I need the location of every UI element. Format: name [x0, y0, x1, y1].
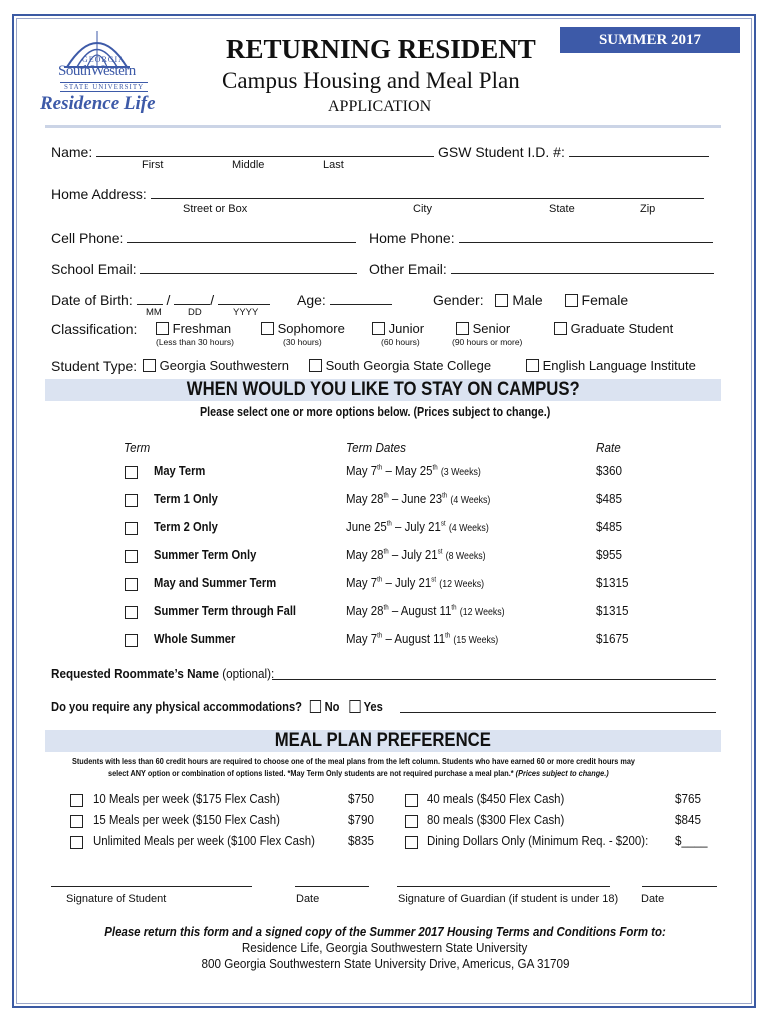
- home-phone-label: Home Phone:: [369, 230, 455, 246]
- gender-row: [433, 292, 628, 308]
- accommodations-no-checkbox[interactable]: [310, 700, 321, 713]
- home-address-label: Home Address:: [51, 186, 147, 202]
- col-term-header: Term: [124, 440, 151, 455]
- meal-checkbox[interactable]: [70, 836, 83, 849]
- sophomore-note: (30 hours): [283, 337, 322, 347]
- other-email-input[interactable]: [451, 261, 714, 274]
- meal-checkbox[interactable]: [70, 794, 83, 807]
- eli-checkbox[interactable]: [526, 359, 539, 372]
- classification-senior: [456, 321, 510, 336]
- sgsc-checkbox[interactable]: [309, 359, 322, 372]
- roommate-row: [51, 666, 299, 681]
- gender-male-checkbox[interactable]: [495, 294, 508, 307]
- meal-note-line2: select ANY option or combination of options listed. *May Term Only students are not required purchase a meal plan.* (Prices subject to change.): [108, 768, 609, 778]
- term-name: May Term: [154, 463, 206, 478]
- term-checkbox[interactable]: [125, 494, 138, 507]
- accommodations-yes-label: Yes: [363, 699, 383, 714]
- col-dates-header: Term Dates: [346, 440, 407, 455]
- student-type-label: Student Type:: [51, 358, 138, 374]
- dob-month-input[interactable]: [137, 292, 163, 305]
- accommodations-no-label: No: [324, 699, 340, 714]
- classification-sophomore: [261, 321, 345, 336]
- guardian-signature-label: Signature of Guardian (if student is under 18): [398, 893, 619, 905]
- senior-label: Senior: [472, 321, 511, 336]
- junior-checkbox[interactable]: [372, 322, 385, 335]
- accommodations-row: [51, 699, 437, 714]
- student-id-input[interactable]: [569, 144, 709, 157]
- graduate-checkbox[interactable]: [554, 322, 567, 335]
- accommodations-details-input[interactable]: [400, 712, 716, 713]
- term-rate: $955: [596, 547, 623, 562]
- meal-price: $790: [348, 812, 375, 827]
- school-email-input[interactable]: [140, 261, 357, 274]
- other-email-row: [369, 261, 714, 277]
- term-name: Whole Summer: [154, 631, 236, 646]
- term-checkbox[interactable]: [125, 606, 138, 619]
- gender-female-label: Female: [581, 292, 629, 308]
- logo-line4: Residence Life: [40, 93, 156, 114]
- classification-graduate: [554, 321, 673, 336]
- meal-price: $845: [675, 812, 702, 827]
- home-phone-row: [369, 230, 713, 246]
- term-dates: May 28th – June 23th (4 Weeks): [346, 491, 491, 506]
- name-input[interactable]: [96, 144, 434, 157]
- senior-checkbox[interactable]: [456, 322, 469, 335]
- term-rate: $1315: [596, 575, 629, 590]
- roommate-optional: (optional):: [218, 666, 275, 681]
- student-type-gsw: [143, 358, 289, 373]
- logo-line2: SouthWestern: [58, 63, 136, 79]
- term-rate: $1315: [596, 603, 629, 618]
- sgsc-label: South Georgia State College: [325, 358, 492, 373]
- stay-instruction: Please select one or more options below. (Prices subject to change.): [200, 405, 551, 419]
- student-type-eli: [526, 358, 696, 373]
- cell-phone-input[interactable]: [127, 230, 356, 243]
- cell-phone-label: Cell Phone:: [51, 230, 124, 246]
- logo-line1: GEORGIA: [82, 55, 125, 64]
- classification-label: Classification:: [51, 321, 138, 337]
- junior-label: Junior: [388, 321, 425, 336]
- term-rate: $1675: [596, 631, 629, 646]
- term-checkbox[interactable]: [125, 578, 138, 591]
- term-rate: $360: [596, 463, 623, 478]
- graduate-label: Graduate Student: [570, 321, 674, 336]
- term-rate: $485: [596, 519, 623, 534]
- term-name: Term 1 Only: [154, 491, 218, 506]
- dob-label: Date of Birth:: [51, 292, 133, 308]
- meal-note-line1: Students with less than 60 credit hours are required to choose one of the meal plans from the left column. Students who have earned 60 or more credit hours may: [72, 756, 636, 766]
- freshman-label: Freshman: [172, 321, 232, 336]
- junior-note: (60 hours): [381, 337, 420, 347]
- name-row: [51, 144, 709, 160]
- meal-label: 10 Meals per week ($175 Flex Cash): [93, 791, 280, 806]
- guardian-signature-line[interactable]: [397, 886, 610, 887]
- senior-note: (90 hours or more): [452, 337, 523, 347]
- gender-female-checkbox[interactable]: [565, 294, 578, 307]
- header-divider: [45, 125, 721, 128]
- term-checkbox[interactable]: [125, 550, 138, 563]
- gsw-checkbox[interactable]: [143, 359, 156, 372]
- phone-row: [51, 230, 356, 246]
- student-type-sgsc: [309, 358, 491, 373]
- page-inner-border: [16, 18, 752, 1004]
- address-state-caption: State: [549, 203, 575, 215]
- address-street-caption: Street or Box: [183, 203, 248, 215]
- gsw-label: Georgia Southwestern: [159, 358, 289, 373]
- term-name: Summer Term through Fall: [154, 603, 297, 618]
- eli-label: English Language Institute: [542, 358, 696, 373]
- term-dates: May 7th – July 21st (12 Weeks): [346, 575, 485, 590]
- term-name: Summer Term Only: [154, 547, 257, 562]
- meal-checkbox[interactable]: [405, 815, 418, 828]
- logo-line3: STATE UNIVERSITY: [60, 82, 148, 92]
- name-middle-caption: Middle: [232, 159, 265, 171]
- meal-label: 80 meals ($300 Flex Cash): [427, 812, 565, 827]
- sophomore-checkbox[interactable]: [261, 322, 274, 335]
- freshman-checkbox[interactable]: [156, 322, 169, 335]
- dob-row: Date of Birth: / /: [51, 292, 270, 308]
- dob-yyyy-caption: YYYY: [233, 307, 259, 318]
- age-label: Age:: [297, 292, 326, 308]
- name-label: Name:: [51, 144, 93, 160]
- stay-heading-bar: [45, 379, 721, 401]
- classification-freshman: [156, 321, 231, 336]
- address-row: [51, 186, 704, 202]
- meal-price: $750: [348, 791, 375, 806]
- sophomore-label: Sophomore: [277, 321, 345, 336]
- roommate-input[interactable]: [272, 679, 716, 680]
- col-rate-header: Rate: [596, 440, 621, 455]
- page-subtitle: Campus Housing and Meal Plan: [222, 68, 520, 93]
- date2-line[interactable]: [642, 886, 717, 887]
- page-title: RETURNING RESIDENT: [226, 34, 536, 64]
- dob-day-input[interactable]: [174, 292, 210, 305]
- meal-price: $____: [675, 833, 708, 848]
- address-city-caption: City: [413, 203, 432, 215]
- term-checkbox[interactable]: [125, 522, 138, 535]
- name-first-caption: First: [142, 159, 164, 171]
- meal-checkbox[interactable]: [70, 815, 83, 828]
- term-banner: SUMMER 2017: [560, 27, 740, 53]
- dob-mm-caption: MM: [146, 307, 162, 318]
- meal-heading-bar: [45, 730, 721, 752]
- school-email-label: School Email:: [51, 261, 137, 277]
- footer-instruction: Please return this form and a signed copy of the Summer 2017 Housing Terms and Conditions Form to:: [104, 924, 666, 939]
- stay-heading: WHEN WOULD YOU LIKE TO STAY ON CAMPUS?: [186, 379, 580, 400]
- meal-checkbox[interactable]: [405, 836, 418, 849]
- meal-label: Dining Dollars Only (Minimum Req. - $200):: [427, 833, 649, 848]
- footer-office: Residence Life, Georgia Southwestern State University: [242, 940, 528, 955]
- accommodations-yes-checkbox[interactable]: [349, 700, 360, 713]
- home-phone-input[interactable]: [459, 230, 713, 243]
- date1-label: Date: [296, 893, 320, 905]
- meal-heading: MEAL PLAN PREFERENCE: [274, 730, 492, 751]
- gender-male-label: Male: [512, 292, 543, 308]
- freshman-note: (Less than 30 hours): [156, 337, 234, 347]
- gender-label: Gender:: [433, 292, 484, 308]
- term-name: Term 2 Only: [154, 519, 218, 534]
- term-dates: May 7th – August 11th (15 Weeks): [346, 631, 499, 646]
- home-address-input[interactable]: [151, 186, 704, 199]
- document-type: APPLICATION: [328, 98, 432, 115]
- dob-dd-caption: DD: [188, 307, 202, 318]
- student-id-label: GSW Student I.D. #:: [438, 144, 565, 160]
- meal-price: $835: [348, 833, 375, 848]
- footer-address: 800 Georgia Southwestern State University Drive, Americus, GA 31709: [200, 956, 570, 971]
- roommate-label: Requested Roommate’s Name: [51, 666, 219, 681]
- meal-checkbox[interactable]: [405, 794, 418, 807]
- term-dates: June 25th – July 21st (4 Weeks): [346, 519, 489, 534]
- school-email-row: [51, 261, 357, 277]
- address-zip-caption: Zip: [640, 203, 656, 215]
- student-signature-label: Signature of Student: [66, 893, 167, 905]
- meal-price: $765: [675, 791, 702, 806]
- term-checkbox[interactable]: [125, 634, 138, 647]
- term-dates: May 7th – May 25th (3 Weeks): [346, 463, 481, 478]
- dob-year-input[interactable]: [218, 292, 270, 305]
- term-rate: $485: [596, 491, 623, 506]
- date2-label: Date: [641, 893, 665, 905]
- age-input[interactable]: [330, 292, 392, 305]
- accommodations-label: Do you require any physical accommodations?: [51, 699, 302, 714]
- name-last-caption: Last: [323, 159, 344, 171]
- classification-junior: [372, 321, 424, 336]
- meal-label: 40 meals ($450 Flex Cash): [427, 791, 565, 806]
- date1-line[interactable]: [295, 886, 369, 887]
- other-email-label: Other Email:: [369, 261, 447, 277]
- logo: [40, 25, 160, 120]
- meal-label: Unlimited Meals per week ($100 Flex Cash): [93, 833, 315, 848]
- term-checkbox[interactable]: [125, 466, 138, 479]
- term-dates: May 28th – August 11th (12 Weeks): [346, 603, 505, 618]
- term-dates: May 28th – July 21st (8 Weeks): [346, 547, 486, 562]
- meal-label: 15 Meals per week ($150 Flex Cash): [93, 812, 280, 827]
- age-row: [297, 292, 392, 308]
- term-name: May and Summer Term: [154, 575, 277, 590]
- student-signature-line[interactable]: [51, 886, 252, 887]
